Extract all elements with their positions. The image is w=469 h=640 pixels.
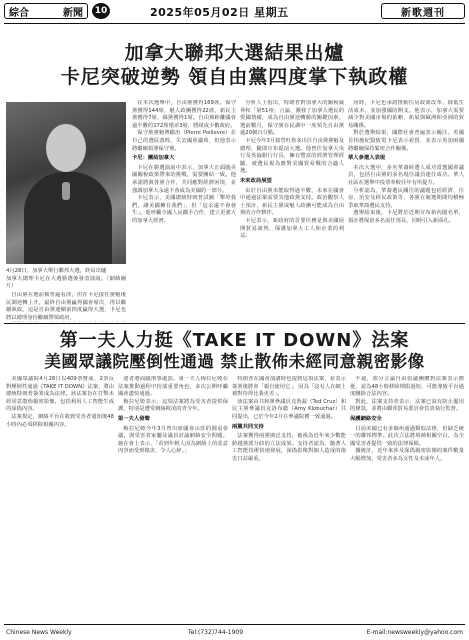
story2-col2-p1: 違者將面臨刑事處罰。第一夫人梅拉尼婭在法案推動過程中扮演重要角色，多次公開呼籲國會盡快通過。 bbox=[118, 376, 228, 398]
story1-col3-p4: 卡尼表示，新政府的首要任務是與美國展開貿易談判，保護加拿大工人和企業的利益。 bbox=[240, 217, 344, 240]
story1-col4-p1: 同時，卡尼也承諾推動住房政策改革、降低生活成本，並加強國防開支。他表示，加拿大需要減少對美國市場的依賴，拓展與歐洲和亞洲的貿易關係。 bbox=[348, 100, 464, 129]
header-rule bbox=[4, 23, 465, 24]
story1-col4-p3: 本次大選中，多名華裔候選人成功當選國會議員，包括自由黨的多名現任議員連任成功。華人社區在選舉中投票率較往年有所提升。 bbox=[348, 164, 464, 186]
issue-weekday: 星期五 bbox=[254, 6, 289, 19]
section-tag-left-b: 新聞 bbox=[63, 7, 83, 19]
story1-photo bbox=[6, 102, 126, 264]
story2-col2-p2: 梅拉尼婭表示，這項法案將為受害者提供保護，特別是遭受網絡欺凌的青少年。 bbox=[118, 398, 228, 413]
page-header bbox=[0, 0, 469, 22]
story1-col1-p1: 自由黨在選前被普遍看淡，但在卡尼接任黨魁後民調逆轉上升，最終自由黨贏得國會席次，得以繼續執政。這是自由黨連續第四度贏得大選，卡尼也將以總理身份繼續帶領政府。 bbox=[6, 292, 126, 321]
page-number: 10 bbox=[92, 3, 110, 19]
story1-col2 bbox=[132, 100, 236, 322]
story1-col4-p2: 對於選舉結果，國際社會普遍表示關注。英國首相施紀賢致電卡尼表示祝賀，並表示英加兩國將繼續保持緊密合作關係。 bbox=[348, 130, 464, 152]
story2-col3-p3: 法案獲得兩黨廣泛支持，被視為近年來少數能跨越黨派分歧的立法成果。支持者認為，隨著人工智能技術快速發展，深偽影像對個人造成的傷害日益嚴重。 bbox=[232, 433, 346, 462]
story2-col4-p1: 不過，部分言論自由倡議團體對法案表示擔憂，認為48小時移除期限過短，可能導致平台過度刪除合法內容。 bbox=[350, 376, 464, 398]
story1-col2-subhead: 卡尼：團結加拿大 bbox=[132, 155, 175, 162]
story2-col1 bbox=[6, 376, 114, 622]
page-footer bbox=[0, 626, 469, 640]
story2-col4-p2: 對此，法案支持者表示，法案已設有防止濫用的條款，並將由聯邦貿易委員會負責執行監督。 bbox=[350, 398, 464, 413]
story1-headline-line2: 卡尼突破逆勢 領自由黨四度掌下執政權 bbox=[60, 66, 409, 88]
story2-col1-p2: 法案規定，網絡平台在收到受害者通知後48小時內必須移除相關內容。 bbox=[6, 413, 114, 428]
story2-col3-subhead: 兩黨共同支持 bbox=[232, 423, 264, 430]
story1-col3-subhead: 未來政局展望 bbox=[240, 177, 272, 184]
story1-col2-p2: 保守黨黨魁博勵治（Pierre Poilievre）在自己的選區落敗，失去國會議席，但他表示將繼續領導保守黨。 bbox=[132, 130, 236, 152]
footer-tel: Tel:(732)744-1909 bbox=[188, 629, 244, 636]
story1-col4-p4: 分析認為，華裔選民關注的議題包括經濟、住房、治安及移民政策等，各黨在競選期間均積極爭取華裔選民支持。 bbox=[348, 187, 464, 209]
section-tag-left bbox=[4, 3, 88, 19]
section-tag-left-a: 綜合 bbox=[9, 7, 29, 19]
story2-col1-p1: 美國眾議院4月28日以409票贊成、2票反對壓倒性通過《TAKE IT DOWN》法案，將由總統特朗普簽署成為法律。該法案旨在打擊未經同意散佈親密影像，包括利用人工智能生成的深偽內容。 bbox=[6, 376, 114, 413]
story2-col3-p1: 特朗普在國會演講時也提到這項法案，並表示簽署後將會「親自使用它」，因為「沒有人在網上被對待得比我更差」。 bbox=[232, 376, 346, 398]
story2-headline-line1: 第一夫人力挺《TAKE IT DOWN》法案 bbox=[59, 330, 410, 351]
story1-col2-p4: 卡尼表示，美國總統特朗普試圖「擊垮我們，讓美國擁有我們」，但「這永遠不會發生」。他呼籲全國人民攜手合作，建立更強大的加拿大經濟。 bbox=[132, 195, 236, 224]
footer-rule bbox=[4, 624, 465, 625]
story1-caption-text: 加拿大總理卡尼在大選勝選後發表演說。（網絡圖片） bbox=[6, 275, 126, 290]
footer-publication: Chinese News Weekly bbox=[6, 629, 72, 636]
story2-headline-line2: 美國眾議院壓倒性通過 禁止散佈未經同意親密影像 bbox=[44, 352, 425, 371]
story2-col2 bbox=[118, 376, 228, 622]
story1-col3-p2: 卡尼今年3月接替杜魯多出任自由黨黨魁及總理，隨即宣布提前大選。他曾任加拿大央行及英倫銀行行長，擁有豐富的經濟管理經驗，被選民視為應對美國貿易戰的合適人選。 bbox=[240, 137, 344, 175]
story1-photo-caption bbox=[6, 268, 126, 291]
issue-date bbox=[150, 4, 289, 20]
story2-col3-p2: 該法案由共和黨參議員克魯茲（Ted Cruz）和民主黨參議員克洛布徹（Amy Klobuchar）共同提出，已於今年2月在參議院獲一致通過。 bbox=[232, 398, 346, 420]
story1-col4-subhead: 華人參選人表現 bbox=[348, 155, 386, 162]
story1-col3 bbox=[240, 100, 344, 322]
issue-date-text: 2025年05月02日 bbox=[150, 6, 250, 19]
story2-col4 bbox=[350, 376, 464, 622]
story2-col4-subhead: 保護網絡安全 bbox=[350, 415, 382, 422]
story2-col4-p3: 目前美國已有多個州通過類似法律，但缺乏統一的聯邦標準。此次立法將填補相關空白，為全國受害者提供一致的法律保障。 bbox=[350, 425, 464, 447]
story1-col2-p3: 卡尼在勝選演說中表示，加拿大正面臨美國關稅政策帶來的挑戰，需要團結一致。他承諾將與各黨合作，共同應對經濟困境，並強調加拿大永遠不會成為美國的一部分。 bbox=[132, 164, 236, 194]
story2-col2-p3: 梅拉尼婭今年3月曾出席國會山莊的圓桌會議，與受害者家屬及議員討論網絡安全問題。她在會上表示，「看到年輕人因為網絡上的惡意內容而受到傷害，令人心碎。」 bbox=[118, 425, 228, 455]
story2-col4-p4: 據統計，近年來涉及深偽親密影像的案件數量大幅增加，受害者多為女性及未成年人。 bbox=[350, 448, 464, 462]
story1-col3-p1: 分析人士指出，特朗普對加拿大的關稅威脅和「第51州」言論，激發了加拿大選民的愛國情緒，成為自由黨逆轉勝的關鍵因素。選前數月，保守黨在民調中一度領先自由黨逾20個百分點。 bbox=[240, 100, 344, 137]
story1-col1-lead: 4月28日，加拿大舉行聯邦大選，終局出爐 bbox=[6, 268, 107, 274]
story2-col2-subhead: 第一夫人發聲 bbox=[118, 415, 150, 422]
footer-email: E-mail:newsweekly@yahoo.com bbox=[366, 629, 463, 636]
story-divider bbox=[4, 323, 465, 324]
story1-col4-p5: 選舉結束後，卡尼將於近期宣布新內閣名單，預計將保留多名前任部長，同時引入新面孔。 bbox=[348, 210, 464, 224]
story1-col3-p3: 由於自由黨未能取得過半數，未來在國會中通過法案需要其他政黨支持。政治觀察人士預計，新民主黨或魁人政團可能成為自由黨的合作夥伴。 bbox=[240, 187, 344, 217]
story2-col3 bbox=[232, 376, 346, 622]
section-tag-right: 新歌週刊 bbox=[381, 3, 465, 19]
story1-col1 bbox=[6, 292, 126, 322]
story1-headline-line1: 加拿大聯邦大選結果出爐 bbox=[124, 42, 345, 64]
story1-col4 bbox=[348, 100, 464, 322]
story1-col2-p1: 在本次選舉中，自由黨獲得169席，保守黨獲得144席，魁人政團獲得22席，新民主黨獲得7席，綠黨獲得1席。自由黨距離國會過半數的172席僅差3席，將組成少數政府。 bbox=[132, 100, 236, 129]
